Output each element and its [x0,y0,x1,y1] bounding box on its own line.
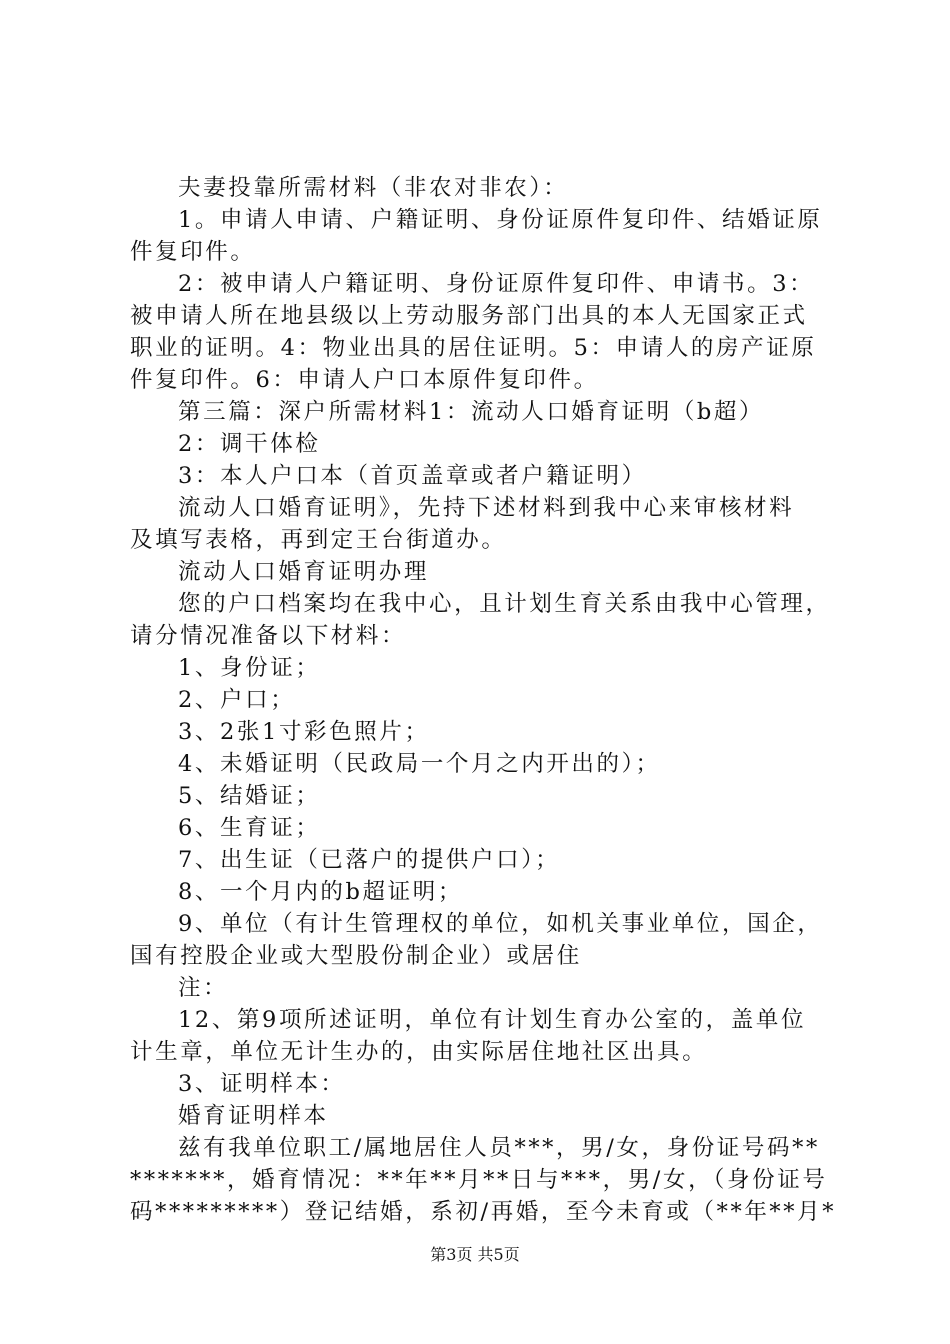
paragraph-first-line: 3、证明样本： [178,1071,346,1097]
document-body [130,172,836,1228]
paragraph-first-line: 1、身份证； [178,655,321,681]
paragraph-line: *******，婚育情况：**年**月**日与***，男/女，（身份证号 [130,1167,828,1193]
paragraph-first-line: 2、户口； [178,687,296,713]
paragraph-first-line: 流动人口婚育证明办理 [178,559,430,585]
paragraph-first-line: 9、单位（有计生管理权的单位，如机关事业单位，国企， [178,911,823,937]
paragraph-first-line: 8、一个月内的b超证明； [178,879,463,905]
paragraph-first-line: 婚育证明样本 [178,1103,329,1129]
paragraph-first-line: 1。申请人申请、户籍证明、身份证原件复印件、结婚证原 [178,207,823,233]
paragraph-line: 码*********）登记结婚，系初/再婚，至今未育或（**年**月* [130,1199,836,1225]
paragraph-line: 请分情况准备以下材料： [130,623,407,649]
paragraph-first-line: 6、生育证； [178,815,321,841]
paragraph-first-line: 第三篇：深户所需材料1：流动人口婚育证明（b超） [178,399,765,425]
paragraph-first-line: 兹有我单位职工/属地居住人员***，男/女，身份证号码** [178,1135,820,1161]
paragraph-first-line: 4、未婚证明（民政局一个月之内开出的）； [178,751,661,777]
paragraph-line: 及填写表格，再到定王台街道办。 [130,527,507,553]
paragraph-line: 件复印件。 [130,239,256,265]
paragraph-first-line: 2：被申请人户籍证明、身份证原件复印件、申请书。3： [178,271,815,297]
paragraph-first-line: 5、结婚证； [178,783,321,809]
paragraph-first-line: 您的户口档案均在我中心，且计划生育关系由我中心管理， [178,591,831,617]
paragraph-first-line: 12、第9项所述证明，单位有计划生育办公室的，盖单位 [178,1007,807,1033]
paragraph-line: 职业的证明。4：物业出具的居住证明。5：申请人的房产证原 [130,335,817,361]
paragraph-line: 被申请人所在地县级以上劳动服务部门出具的本人无国家正式 [130,303,808,329]
paragraph-line: 件复印件。6：申请人户口本原件复印件。 [130,367,599,393]
paragraph-first-line: 流动人口婚育证明》，先持下述材料到我中心来审核材料 [178,495,795,521]
paragraph-first-line: 夫妻投靠所需材料（非农对非农）： [178,175,569,201]
paragraph-first-line: 注： [178,975,229,1001]
page-footer: 第3页 共5页 [430,1245,520,1264]
paragraph-first-line: 3：本人户口本（首页盖章或者户籍证明） [178,463,647,489]
paragraph-line: 计生章，单位无计生办的，由实际居住地社区出具。 [130,1039,708,1065]
paragraph-first-line: 2：调干体检 [178,431,321,457]
paragraph-first-line: 3、2张1寸彩色照片； [178,719,430,745]
paragraph-first-line: 7、出生证（已落户的提供户口）； [178,847,561,873]
paragraph-line: 国有控股企业或大型股份制企业）或居住 [130,943,582,969]
